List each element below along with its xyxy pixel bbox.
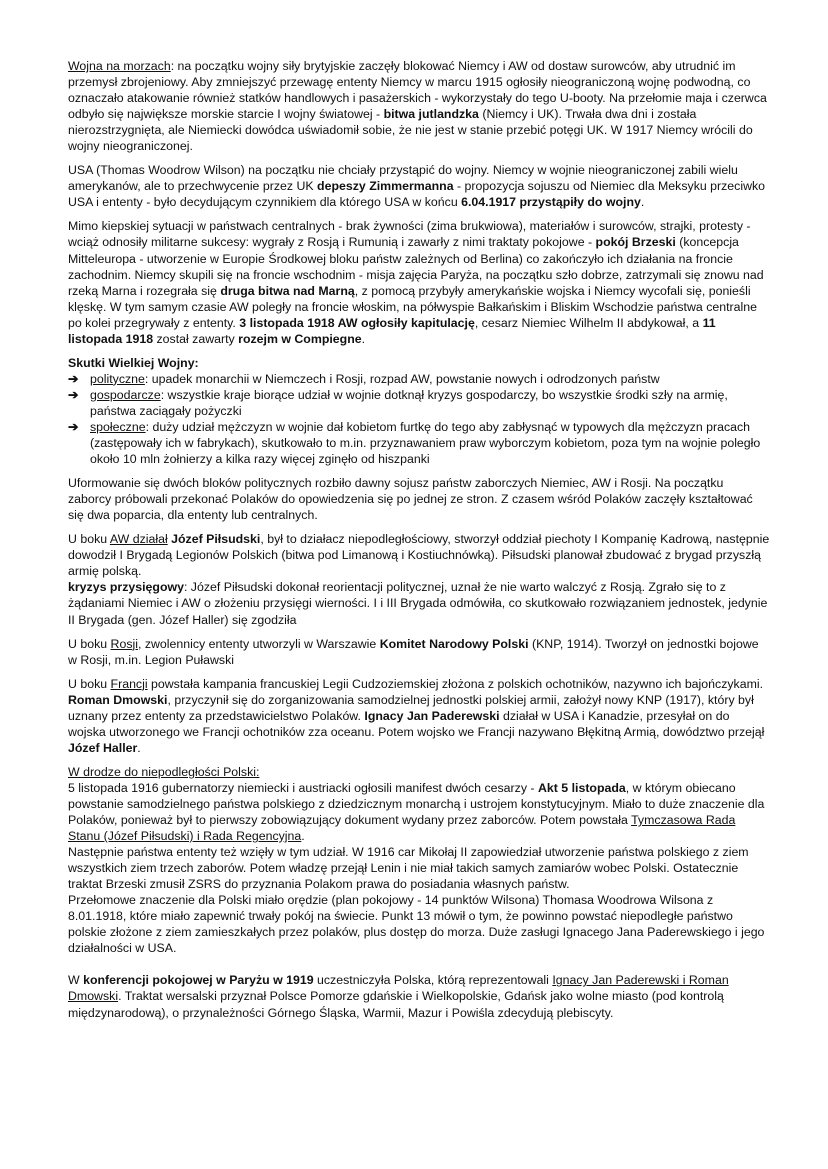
text: USA (Thomas Woodrow Wilson) na początku nie chciały przystąpić do wojny. Niemcy w wojnie nieograniczonej zabili wielu amerykanów, ale to przechwycenie przez UK bbox=[68, 163, 738, 194]
text: został zawarty bbox=[153, 331, 239, 346]
text: Uformowanie się dwóch bloków politycznych rozbiło dawny sojusz państw zaborczych Niemiec, AW i Rosji. Na początku zaborcy próbowali przekonać Polaków do opowiedzenia się po jednej ze stron. Z czasem wśród Polaków zaczęły kształtować się dwa poparcia, dla ententy lub centralnych. bbox=[68, 476, 753, 523]
effects-heading: Skutki Wielkiej Wojny: bbox=[68, 355, 199, 370]
bold-term: Komitet Narodowy Polski bbox=[379, 636, 529, 651]
underlined-term: Rosji bbox=[110, 636, 138, 651]
paragraph-russia bbox=[68, 636, 770, 668]
text: działał w USA i Kanadzie, przesyłał on do wojska utworzonego we Francji ochotników zza oceanu. Potem wojsko we Francji nazywano Błękitną Armią, dowództwo przejął bbox=[68, 708, 765, 739]
bold-term: konferencji pokojowej w Paryżu w 1919 bbox=[83, 973, 314, 988]
list-item-text: : duży udział mężczyzn w wojnie dał kobietom furtkę do tego aby zabłysnąć w typowych dla mężczyzn pracach (zastępowały ich w fabrykach), skutkowało to m.in. przyznawaniem praw wyborczym kobietom, poza tym na wojnie poległo około 10 mln żołnierzy a kilka razy więcej zginęło od hiszpanki bbox=[90, 419, 761, 467]
paragraph-france bbox=[68, 676, 770, 756]
list-item-term: społeczne bbox=[90, 419, 146, 434]
arrow-icon: ➔ bbox=[68, 419, 79, 434]
underlined-term: Tymczasowa Rada Stanu (Józef Piłsudski) i Rada Regencyjna bbox=[68, 813, 736, 844]
bold-term: rozejm w Compiegne bbox=[238, 331, 362, 346]
bold-term: Ignacy Jan Paderewski bbox=[364, 708, 500, 723]
bold-term: 6.04.1917 przystąpiły do wojny bbox=[461, 195, 641, 210]
text: (koncepcja Mitteleuropa - utworzenie w Europie Środkowej bloku państw zależnych od Berlina) co zakończyło ich działania na froncie zachodnim. Niemcy skupili się na froncie wschodnim - misja zajęcia Paryża, na początku szło dobrze, zatrzymali się znowu nad rzeką Marna i rozegrała się bbox=[68, 235, 764, 298]
text: , cesarz Niemiec Wilhelm II abdykował, a bbox=[474, 315, 703, 330]
paragraph-war-at-sea bbox=[68, 58, 770, 154]
list-item-term: polityczne bbox=[90, 371, 145, 386]
paragraph-pilsudski bbox=[68, 531, 770, 627]
list-item-text: : upadek monarchii w Niemczech i Rosji, rozpad AW, powstanie nowych i odrodzonych państw bbox=[144, 371, 660, 386]
text: , z pomocą przybyły amerykańskie wojska i Niemcy wycofali się, ponieśli klęskę. W tym samym czasie AW poległy na froncie włoskim, na półwyspie Bałkańskim i Bliskim Wschodzie państwa centralne po kolei przegrywały z ententy. bbox=[68, 283, 757, 330]
bold-term: Roman Dmowski bbox=[68, 692, 168, 707]
bold-term: 3 listopada 1918 AW ogłosiły kapitulację bbox=[239, 315, 475, 330]
text: - propozycja sojuszu od Niemiec dla Meksyku przeciwko USA i ententy - było decydującym czynnikiem dla którego USA w końcu bbox=[68, 179, 766, 210]
paragraph-two-blocs bbox=[68, 475, 770, 523]
arrow-icon: ➔ bbox=[68, 387, 79, 402]
text: . bbox=[640, 195, 645, 210]
bold-term: kryzys przysięgowy bbox=[68, 580, 184, 595]
spacer bbox=[68, 964, 770, 972]
text: U boku bbox=[68, 636, 111, 651]
bold-term: depeszy Zimmermanna bbox=[317, 179, 454, 194]
bold-term: Józef Haller bbox=[68, 740, 138, 755]
underlined-term: Francji bbox=[110, 676, 148, 691]
text: Mimo kiepskiej sytuacji w państwach centralnych - brak żywności (zima brukwiowa), materiałów i surowców, strajki, protesty - wciąż odnosiły militarne sukcesy: wygrały z Rosją i Rumunią i zawarły z nimi traktaty pokojowe - bbox=[68, 219, 751, 250]
bold-term: bitwa jutlandzka bbox=[383, 107, 479, 122]
underlined-term: Ignacy Jan Paderewski i Roman Dmowski bbox=[68, 973, 729, 1004]
paragraph-central-powers bbox=[68, 218, 770, 346]
bold-term: Akt 5 listopada bbox=[537, 780, 626, 795]
bold-term: Józef Piłsudski bbox=[171, 532, 261, 547]
text: , przyczynił się do zorganizowania samodzielnej jednostki polskiej armii, założył nowy KNP (1917), który był uznany przez ententy za przedstawicielstwo Polaków. bbox=[68, 692, 754, 723]
section-heading: W drodze do niepodległości Polski: bbox=[68, 764, 260, 779]
paragraph-road-to-independence bbox=[68, 764, 770, 957]
text: , w którym obiecano powstanie samodzielnego państwa polskiego z dziedzicznym monarchą i ustrojem konstytucyjnym. Miało to duże znaczenie dla Polaków, ponieważ był to pierwszy zobowiązujący dokument wydany przez zaborców. Potem powstała bbox=[68, 780, 765, 828]
effects-list bbox=[68, 371, 770, 467]
list-item bbox=[68, 371, 770, 387]
text: Następnie państwa ententy też wzięły w tym udział. W 1916 car Mikołaj II zapowiedział utworzenie państwa polskiego z ziem wszystkich ziem trzech zaborów. Potem władzę przejął Lenin i nie miał takich samych zamiarów wobec Polski. Ostatecznie traktat Brzeski zmusił ZSRS do przyznania Polakom prawa do posiadania własnych państw. bbox=[68, 845, 749, 892]
list-item bbox=[68, 387, 770, 419]
bold-term: druga bitwa nad Marną bbox=[220, 283, 355, 298]
list-item-term: gospodarcze bbox=[90, 387, 161, 402]
paragraph-paris-conference bbox=[68, 972, 770, 1020]
text: . bbox=[361, 331, 366, 346]
text: 5 listopada 1916 gubernatorzy niemiecki i austriacki ogłosili manifest dwóch cesarzy - bbox=[68, 780, 538, 795]
list-item-text: : wszystkie kraje biorące udział w wojnie dotknął kryzys gospodarczy, bo wszystkie środki szły na armię, państwa zaciągały pożyczki bbox=[90, 387, 728, 418]
bold-term: 11 listopada 1918 bbox=[68, 315, 716, 346]
underlined-lead: Wojna na morzach bbox=[68, 59, 171, 73]
paragraph-usa-entry bbox=[68, 162, 770, 210]
text: U boku bbox=[68, 676, 111, 691]
arrow-icon: ➔ bbox=[68, 371, 79, 386]
text: : na początku wojny siły brytyjskie zaczęły blokować Niemcy i AW od dostaw surowców, aby utrudnić im przemysł zbrojeniowy. Aby zmniejszyć przewagę ententy Niemcy w marcu 1915 ogłosiły nieograniczoną wojnę podwodną, co oznaczało atakowanie również statków handlowych i pasażerskich - wykorzystały do tego U-booty. Na przełomie maja i czerwca odbyło się największe morskie starcie I wojny światowej - bbox=[68, 59, 767, 122]
text: , zwolennicy ententy utworzyli w Warszawie bbox=[137, 636, 380, 651]
text: (Niemcy i UK). Trwała dwa dni i została nierozstrzygnięta, ale Niemiecki dowódca uświadomił sobie, że nie jest w stanie przebić potęgi UK. W 1917 Niemcy wrócili do wojny nieograniczonej. bbox=[68, 107, 753, 154]
bold-term: pokój Brzeski bbox=[595, 235, 676, 250]
text: (KNP, 1914). Tworzył on jednostki bojowe w Rosji, m.in. Legion Puławski bbox=[68, 636, 759, 667]
text: . Traktat wersalski przyznał Polsce Pomorze gdańskie i Wielkopolskie, Gdańsk jako wolne miasto (pod kontrolą międzynarodową), o przynależności Górnego Śląska, Warmii, Mazur i Powiśla zdecydują plebiscyty. bbox=[68, 989, 724, 1020]
underlined-term: AW działał bbox=[109, 532, 168, 547]
text: . bbox=[301, 829, 305, 844]
text: , był to działacz niepodległościowy, stworzył oddział piechoty I Kompanię Kadrową, następnie dowodził I Brygadą Legionów Polskich (bitwa pod Limanową i Kostiuchnówką). Piłsudski planował zbudować z brygad przyszłą armię polską. bbox=[68, 532, 770, 579]
list-item bbox=[68, 419, 770, 467]
text: U boku bbox=[68, 532, 110, 547]
text: powstała kampania francuskiej Legii Cudzoziemskiej złożona z polskich ochotników, nazywno ich bajończykami. bbox=[147, 676, 764, 691]
text: Przełomowe znaczenie dla Polski miało orędzie (plan pokojowy - 14 punktów Wilsona) Thomasa Woodrowa Wilsona z 8.01.1918, które miało zapewnić trwały pokój na świecie. Punkt 13 mówił o tym, że powinno powstać niepodległe państwo polskie złożone z ziem zamieszkałych przez polaków, plus dostęp do morza. Duże zasługi Ignacego Jana Paderewskiego i jego działalności w USA. bbox=[68, 893, 765, 956]
text: . bbox=[137, 740, 141, 755]
text: uczestniczyła Polska, którą reprezentowali bbox=[313, 973, 553, 988]
text: W bbox=[68, 973, 84, 988]
text: : Józef Piłsudski dokonał reorientacji politycznej, uznał że nie warto walczyć z Rosją. Zgrało się to z żądaniami Niemiec i AW o złożeniu przysięgi wierności. I i III Brygada odmówiła, co skutkowało rozwiązaniem jednostek, jedynie II Brygada (gen. Józef Haller) się zgodziła bbox=[68, 580, 768, 627]
